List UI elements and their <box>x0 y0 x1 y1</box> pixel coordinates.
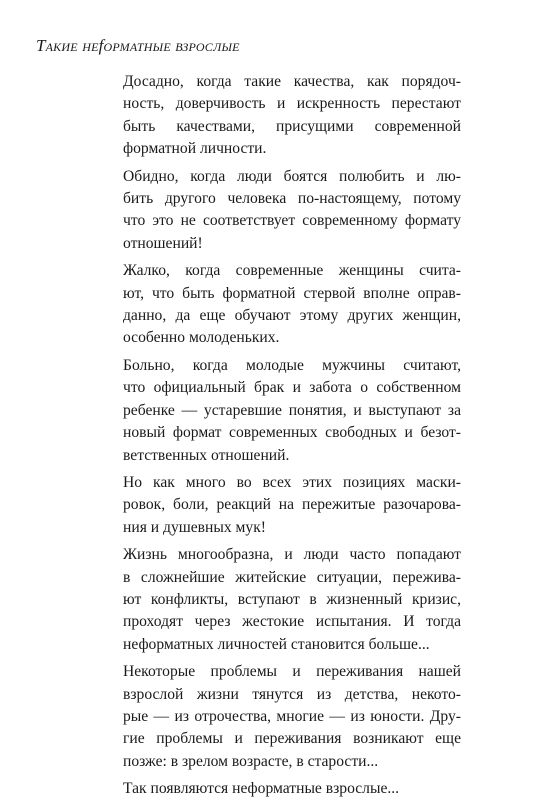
text-line: отношений! <box>123 234 203 252</box>
text-line: Досадно, когда такие качества, как порядоч- <box>123 73 461 90</box>
text-line: ветственных отношений. <box>123 446 290 464</box>
text-line: Некоторые проблемы и переживания нашей <box>123 663 461 681</box>
text-line: Обидно, когда люди боятся полюбить и лю- <box>123 167 461 185</box>
text-line: неформатных личностей становится больше... <box>123 635 430 653</box>
text-line: Так появляются неформатные взрослые... <box>123 780 400 798</box>
text-line: данно, да еще обучают этому других женщин, <box>123 307 461 325</box>
running-title-suffix: орматные взрослые <box>103 36 240 55</box>
text-line: ребенке — устаревшие понятия, и выступают за <box>123 401 461 419</box>
text-line: позже: в зрелом возрасте, в старости... <box>123 752 379 770</box>
running-title-italic: f <box>98 36 104 55</box>
paragraph-5 <box>123 472 461 539</box>
text-line: ровок, боли, реакций на пережитые разочарова- <box>123 496 461 514</box>
text-line: проходят через жестокие испытания. И тогда <box>123 613 461 631</box>
text-line: что это не соответствует современному формату <box>123 212 461 230</box>
paragraph-3 <box>123 260 461 350</box>
text-line: форматной личности. <box>123 140 267 158</box>
paragraph-6 <box>123 544 461 656</box>
text-line: ность, доверчивость и искренность перестают <box>123 95 461 113</box>
text-line: рые — из отрочества, многие — из юности. Дру- <box>123 707 461 725</box>
text-line: ют конфликты, вступают в жизненный кризис, <box>123 590 461 608</box>
text-line: бить другого человека по-настоящему, потому <box>123 190 461 208</box>
text-line: Но как много во всех этих позициях маски- <box>123 473 461 491</box>
text-line: быть качествами, присущими современной <box>123 117 461 135</box>
paragraph-7 <box>123 661 461 773</box>
text-line: ют, что быть форматной стервой вполне оправ- <box>123 284 461 302</box>
text-line: новый формат современных свободных и безот- <box>123 424 461 442</box>
text-line: что официальный брак и забота о собственном <box>123 379 461 397</box>
text-line: Жизнь многообразна, и люди часто попадают <box>123 546 461 564</box>
paragraph-8 <box>123 778 461 800</box>
text-line: гие проблемы и переживания возникают еще <box>123 730 461 748</box>
paragraph-4 <box>123 355 461 467</box>
text-line: особенно молоденьких. <box>123 329 280 347</box>
body-text <box>123 71 461 806</box>
text-line: в сложнейшие житейские ситуации, пережива- <box>123 568 461 586</box>
paragraph-1 <box>123 71 461 161</box>
running-title <box>36 36 240 56</box>
text-line: взрослой жизни тянутся из детства, некото- <box>123 685 461 703</box>
text-line: Больно, когда молодые мужчины считают, <box>123 356 461 374</box>
paragraph-2 <box>123 166 461 256</box>
text-line: Жалко, когда современные женщины счита- <box>123 262 461 280</box>
text-line: ния и душевных мук! <box>123 518 266 536</box>
running-title-prefix: Такие не <box>36 36 99 55</box>
